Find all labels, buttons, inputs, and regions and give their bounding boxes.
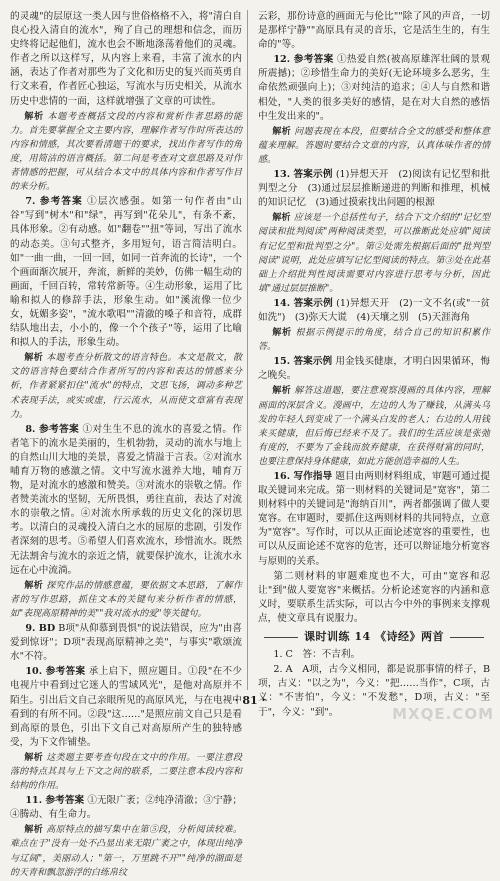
watermark-logo: MXQE.COM [392,705,494,723]
answer-16-continued: 第二则材料的审题难度也不大，可由"宽容和忍让"到"做人要宽容"来概括。分析论述宽容的内涵和意义时，要联系生活实际，可以古今中外的事例来支撑观点，使文章具有说服力。 [258,570,490,624]
answer-s2: 2. A A项，古今义相同，都是说那事情的样子，B项，古义："以之为"，今义："把……当作"，C项，古义："不害怕"，今义："不发愁"，D项，古义："至于"，今义："到"。 [258,664,490,718]
answer-8: 8. 参考答案 ①对生生不息的流水的喜爱之情。作者笔下的流水是美丽的，生机勃勃，灵动的流水与地上的自然山川大地的美景，喜爱之情溢于言表。②对流水哺育万物的感激之情。文中写流水滋养大地，哺育万物，是对流水的感激和赞美。③对流水的崇敬之情。作者赞美流水的坚韧，无所畏惧，勇往直前，表达了对流水的崇敬之情。④对流水所承载的历史文化的深切思考。以清白的灵魂投入清白之水的屈原的悲剧，引发作者深刻的思考。⑤希望人们喜欢流水，珍惜流水。既然无法割舍与流水的亲近之情，就要保护流水，让流水永远在心中流淌。 [10,423,242,576]
left-column [10,10,242,881]
analysis-paragraph: 解析 本题考查概括文段的内容和赏析作者思路的能力。首先要掌握全文主要内容，理解作者写作时所表达的内容和情感，其次要看清题干的要求，找出作者写作的角度，用简洁的语言概括。第二问是考查对文章思路及对作者情感的把握，可从结合本文中的具体内容和作者写作目的来分析。 [10,111,242,193]
analysis-7: 解析 本题考查分析散文的语言特色。本文是散文，散文的语言特色要结合作者所写的内容和表达的情感来分析，作者紧紧扣住"流水"的特点，文思飞扬，调动多种艺术表现手法，或实或虚，行云流水，从而使文章富有表现力。 [10,353,242,420]
section-title: 课时训练 14 《诗经》两首 [258,630,490,644]
answer-7: 7. 参考答案 ①层次感强。如第一句作者由"山谷"写到"树木"和"绿"，再写到"花朵儿"，有条不紊，具体形象。②有动感。如"翻卷""扭"等词，写出了流水的动态美。③句式整齐，多用短句，语言简洁明白。如"一曲一曲，一回一回，如同一首奔流的长诗"，一个个画面渐次展开，奔流，新鲜的美妙，仿佛一幅生动的画面，千回百转，常转常新等。④生动形象，运用了比喻和拟人的修辞手法，形象生动。如"溪流像一位少女，妩媚多姿"，"流水歌唱""清澈的嗓子和音符，成群结队地出去，小小的，像一个个孩子"等，运用了比喻和拟人的手法，形象生动。 [10,196,242,349]
analysis-10: 解析 这类题主要考查句段在文中的作用。一要注意段落的特点其具与上下文之间的联系，二要注意本段内容和结构的作用。 [10,752,242,792]
answer-13: 13. 答案示例 (1)异想天开 (2)阅读有记忆型和批判型之分 (3)通过层层推断递进的判断和推理，机械的知识记忆 (3)通过摸索找出问题的根源 [258,169,490,209]
analysis-11: 解析 高原特点的描写集中在第⑤段，分析阅读较难。难点在于"没有一处不凸显出来无限广袤之中，体现出纯净与辽阔"，美丽动人；"第一，万里跳不开""纯净的湖面是的天青和飘忽游浮的白练帛纹 [10,825,242,878]
column-divider [247,10,248,690]
analysis-13: 解析 应该是一个总括性句子，结合下文介绍的"记忆型阅读和批判阅读"两种阅读类型，可以推断此处应填"阅读有记忆型和批判型之分"。第②处需先根据后面的"批判型阅读"说明，此处应填写记忆型阅读的特点。第③处在此基础上介绍批判性阅读需要对内容进行思考与分析，因此填"通过层层推断"。 [258,213,490,294]
answer-15: 15. 答案示例 用金钱买健康，才明白因果循环，悔之晚矣。 [258,356,491,382]
answer-12: 12. 参考答案 ①热爱自然(被高原雄浑壮阔的景观所震撼)；②珍惜生命力的美好(无论环境多么恶劣，生命依然顽强向上)；③对纯洁的追求；④人与自然和谐相处，"人类的很多美好的感情，是在对大自然的感悟中生发出来的"。 [258,54,491,122]
title-rule-right [450,637,484,638]
answer-9: 9. BD B项"从仰慕到畏惧"的说法错误，应为"由喜爱到惊讶"；D项"表现高原精神之美"，与事实"歌颂流水"不符。 [10,623,242,663]
title-rule-left [264,637,298,638]
continued-paragraph: 云彩，那份诗意的画面无与伦比""除了风的声音，一切是那样宁静""高原具有灵的音乐，它是活生生的，有生命的"等。 [258,11,490,51]
page-number: · 81 · [234,694,266,707]
analysis-15: 解析 解答这道题，要注意观察漫画的具体内容，理解画面的深层含义。漫画中，左边的人为了赚钱，从满头乌发的年轻人到变成了一个满头白发的老人；右边的人用钱来买健康，但后悔已经来不及了。我们的生活应该是张弛有度的，不要为了金钱而放弃健康，在获得财富的同时，也要注意保持身体健康，如此方能创造幸福的人生。 [258,386,490,467]
answer-10: 10. 参考答案 承上启下，照应题目。①段"在不少电视片中看到过它迷人的雪域风光"，是他对高原并不陌生。引出后文自己亲眼所见的高原风光，与在电视中看到的有所不同。②段"这……"是照应前文自己只是看到高原的景色，引出下文自己对高原所产生的独特感受，为下文作铺垫。 [10,666,243,748]
answer-s1: 1. C 答：不吉利。 [273,649,361,661]
right-column [258,10,490,721]
analysis-12: 解析 问题表现在本段，但要结合全文的感受和整体意蕴来理解。答题时要结合文章的内容，认真体味作者的情感。 [258,126,490,165]
answer-paragraph: 的灵魂"的层原这一类人因与世俗格格不入，将"清白自良心投入清自的流水"，殉了自己的理想和信念，而历史终将记起他们，流水也会不断地涤荡着他们的灵魂。作者之所以这样写，从内容上来看，丰富了流水的内涵，表达了作者对那些为了文化和历史的复兴而英勇自行文来看，作者匠心独运，写流水与历史相关，从流水历史中悲情的一面，这样就增强了文章的可读性。 [10,11,242,107]
analysis-14: 解析 根据示例提示的角度，结合自己的知识积累作答。 [258,328,490,353]
answer-14: 14. 答案示例 (1)异想天开 (2)一文不名(或"一贫如洗") (3)弥天大谎 (4)天壤之别 (5)天涯海角 [258,297,490,323]
answer-16: 16. 写作指导 题目由两则材料组成，审题可通过提取关键词来完成。第一则材料的关键词是"宽容"，第二则材料中的关键词是"海纳百川"，两者都强调了做人要宽容。在审题时，要抓住这两则材料的共同特点，立意为"宽容"。写作时，可以从正面论述宽容的重要性，也可以从反面论述不宽容的危害，还可以辩证地分析宽容与原则的关系。 [258,471,491,567]
analysis-8: 解析 探究作品的情感意蕴，要依据文本思路，了解作者的写作思路，抓住文本的关键句来分析作者的情感，如"表现高原精神的美""我对流水的爱"等关键句。 [10,580,242,619]
answer-11: 11. 参考答案 ①无限广袤；②纯净清澈；③宁静；④腾动、有生命力。 [10,795,243,821]
